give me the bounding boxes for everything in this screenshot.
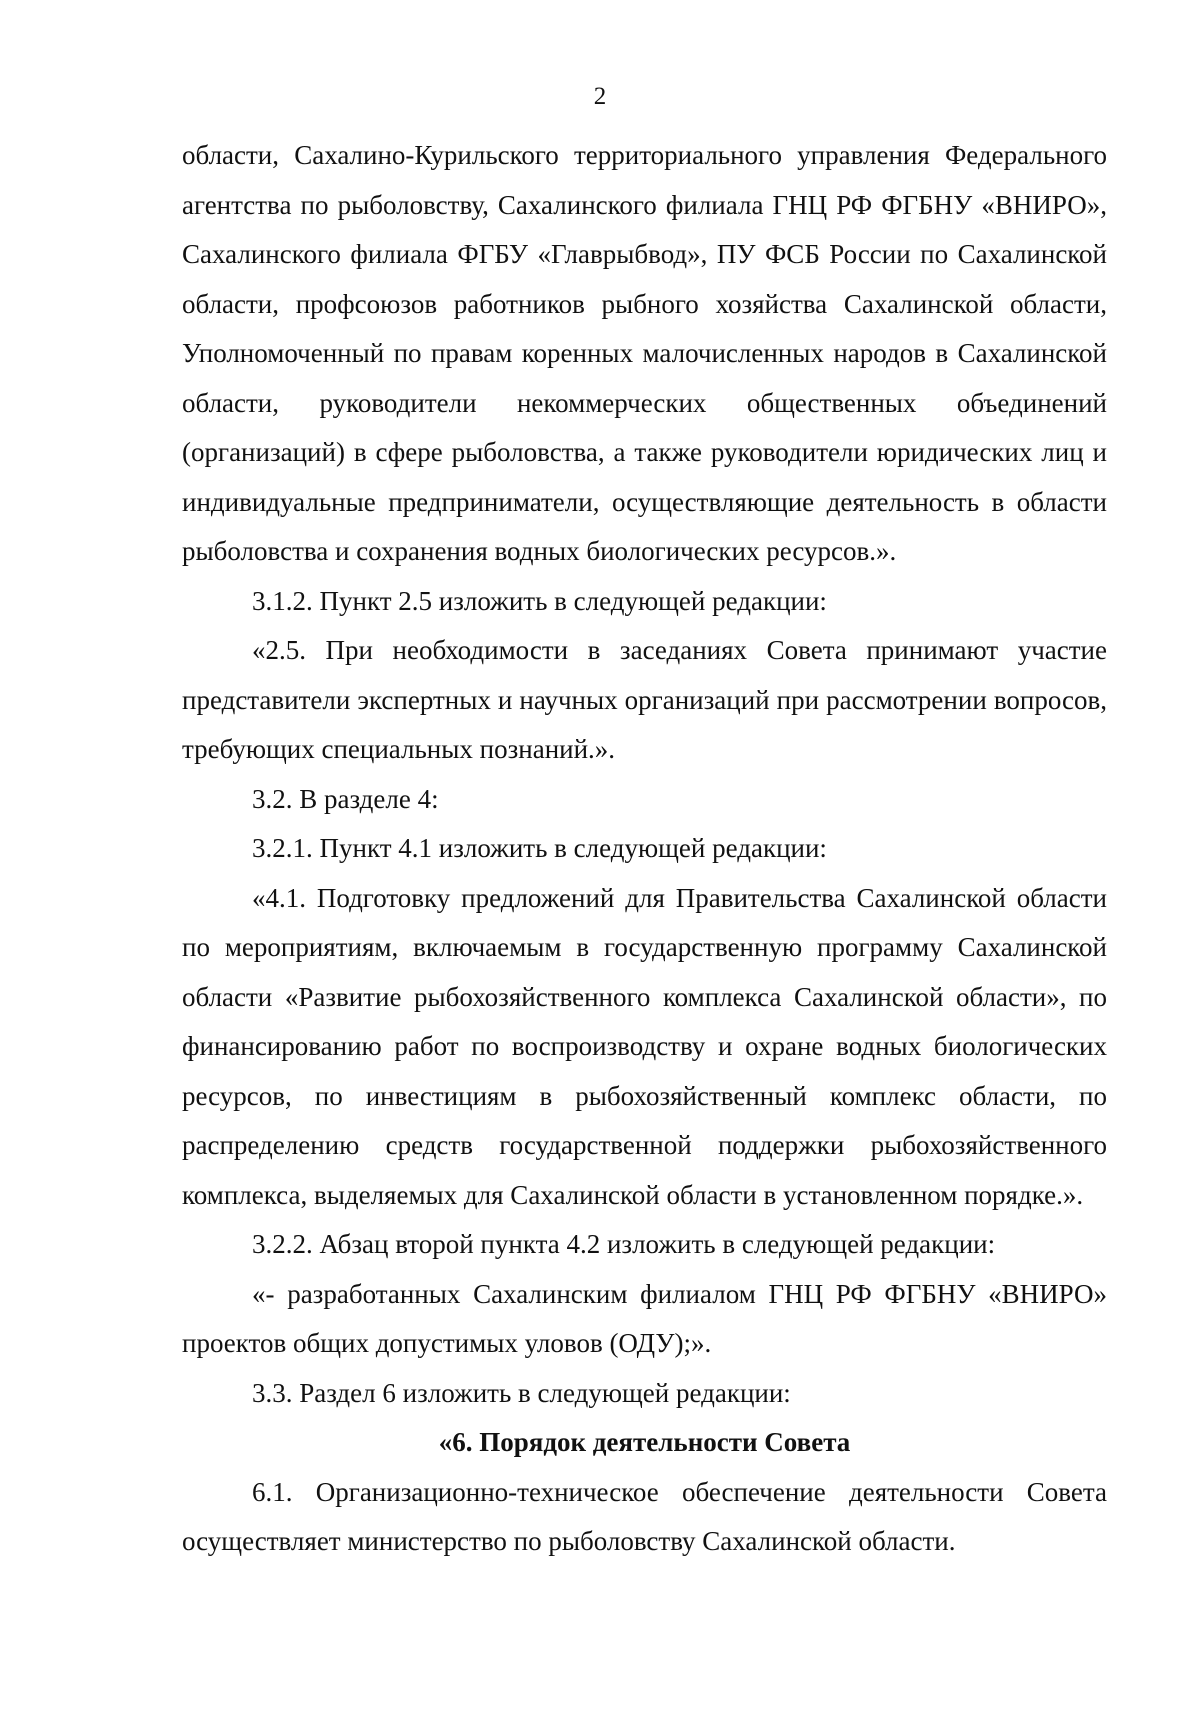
paragraph-3-3: 3.3. Раздел 6 изложить в следующей редакции: [252, 1377, 791, 1408]
paragraph-3-1-2: 3.1.2. Пункт 2.5 изложить в следующей редакции: [252, 585, 827, 616]
paragraph-continuation: области, Сахалино-Курильского территориального управления Федерального агентства по рыболовству, Сахалинского филиала ГНЦ РФ ФГБНУ «ВНИРО», Сахалинского филиала ФГБУ «Главрыбвод», ПУ ФСБ России по Сахалинской области, профсоюзов работников рыбного хозяйства Сахалинской области, Уполномоченный по правам коренных малочисленных народов в Сахалинской области, руководители некоммерческих общественных объединений (организаций) в сфере рыболовства, а также руководители юридических лиц и индивидуальные предприниматели, осуществляющие деятельность в области рыболовства и сохранения водных биологических ресурсов.». [182, 140, 1107, 566]
paragraph-3-2: 3.2. В разделе 4: [252, 783, 439, 814]
paragraph-3-2-2: 3.2.2. Абзац второй пункта 4.2 изложить в следующей редакции: [252, 1229, 996, 1259]
page-number: 2 [593, 83, 607, 110]
paragraph-4-2-quote: «- разработанных Сахалинским филиалом ГНЦ РФ ФГБНУ «ВНИРО» проектов общих допустимых уловов (ОДУ);». [182, 1278, 1107, 1358]
paragraph-6-1: 6.1. Организационно-техническое обеспечение деятельности Совета осуществляет министерство по рыболовству Сахалинской области. [182, 1476, 1107, 1556]
section-heading: «6. Порядок деятельности Совета [438, 1427, 851, 1457]
paragraph-4-1-quote: «4.1. Подготовку предложений для Правительства Сахалинской области по мероприятиям, включаемым в государственную программу Сахалинской области «Развитие рыбохозяйственного комплекса Сахалинской области», по финансированию работ по воспроизводству и охране водных биологических ресурсов, по инвестициям в рыбохозяйственный комплекс области, по распределению средств государственной поддержки рыбохозяйственного комплекса, выделяемых для Сахалинской области в установленном порядке.». [182, 882, 1107, 1210]
document-body [182, 131, 1107, 1567]
paragraph-3-2-1: 3.2.1. Пункт 4.1 изложить в следующей редакции: [252, 833, 827, 863]
paragraph-2-5-quote: «2.5. При необходимости в заседаниях Совета принимают участие представители экспертных и научных организаций при рассмотрении вопросов, требующих специальных познаний.». [182, 635, 1107, 764]
